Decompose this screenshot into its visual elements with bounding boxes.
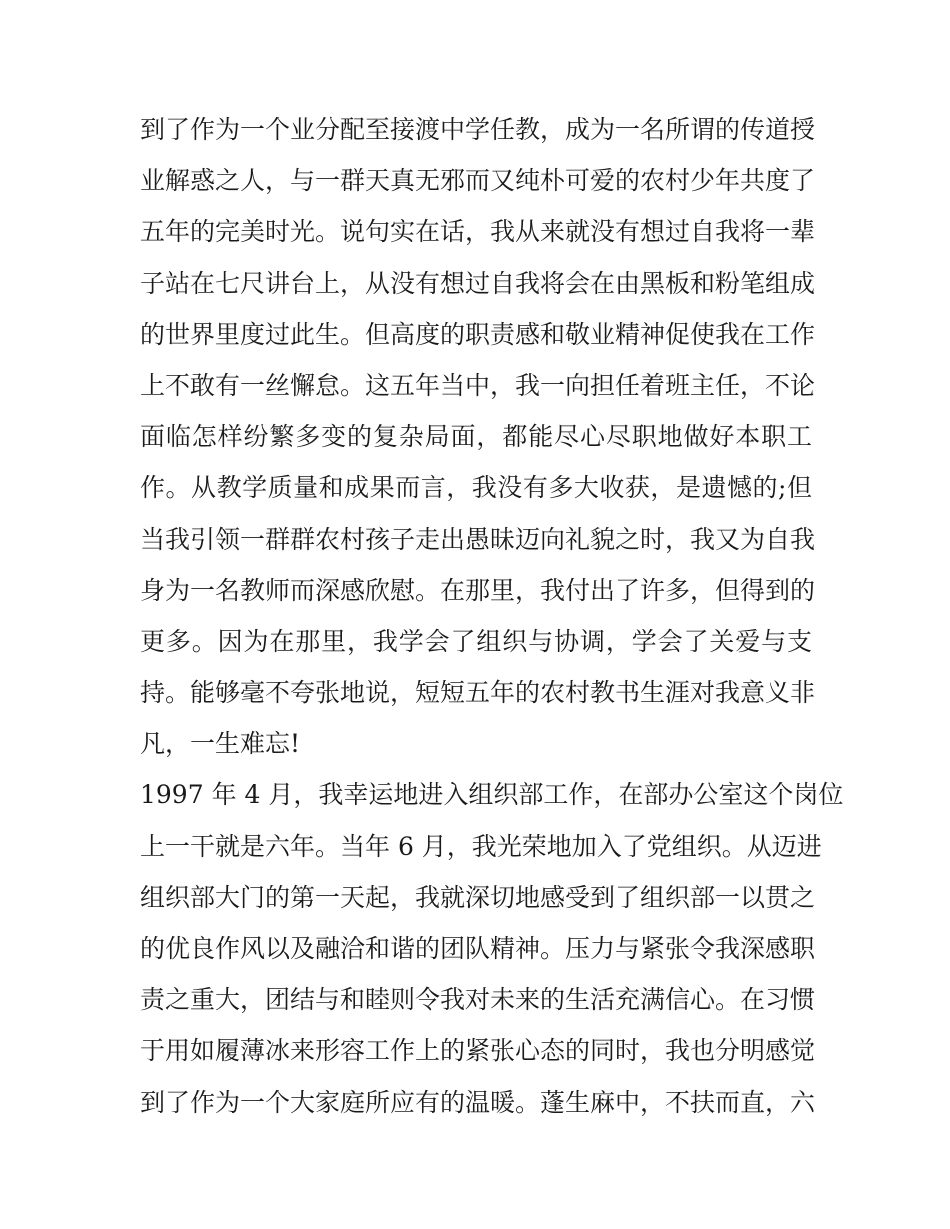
text-line: 到了作为一个业分配至接渡中学任教，成为一名所谓的传道授: [140, 115, 816, 144]
text-line: 作。从教学质量和成果而言，我没有多大收获，是遗憾的;但: [140, 473, 812, 503]
text-line: 持。能够毫不夸张地说，短短五年的农村教书生涯对我意义非: [140, 678, 816, 708]
text-line: 身为一名教师而深感欣慰。在那里，我付出了许多，但得到的: [140, 575, 816, 605]
text-line: 的世界里度过此生。但高度的职责感和敬业精神促使我在工作: [140, 319, 816, 349]
body-text: [140, 104, 844, 1128]
text-line: 上一干就是六年。当年 6 月，我光荣地加入了党组织。从迈进: [140, 831, 822, 861]
text-line: 组织部大门的第一天起，我就深切地感受到了组织部一以贯之: [140, 882, 816, 912]
text-line: 业解惑之人，与一群天真无邪而又纯朴可爱的农村少年共度了: [140, 166, 816, 196]
text-line: 子站在七尺讲台上，从没有想过自我将会在由黑板和粉笔组成: [140, 268, 816, 298]
text-line: 于用如履薄冰来形容工作上的紧张心态的同时，我也分明感觉: [140, 1036, 816, 1066]
text-line: 更多。因为在那里，我学会了组织与协调，学会了关爱与支: [140, 626, 812, 656]
text-line: 的优良作风以及融洽和谐的团队精神。压力与紧张令我深感职: [140, 934, 816, 963]
text-line: 面临怎样纷繁多变的复杂局面，都能尽心尽职地做好本职工: [140, 422, 812, 452]
paragraph-end-line: 凡，一生难忘!: [140, 729, 301, 759]
text-line: 到了作为一个大家庭所应有的温暖。蓬生麻中，不扶而直，六: [140, 1087, 816, 1117]
text-line: 上不敢有一丝懈怠。这五年当中，我一向担任着班主任，不论: [140, 370, 816, 400]
text-line: 责之重大，团结与和睦则令我对未来的生活充满信心。在习惯: [140, 985, 816, 1015]
text-line: 五年的完美时光。说句实在话，我从来就没有想过自我将一辈: [140, 217, 816, 247]
text-line: 1997 年 4 月，我幸运地进入组织部工作，在部办公室这个岗位: [140, 780, 844, 810]
text-line: 当我引领一群群农村孩子走出愚昧迈向礼貌之时，我又为自我: [140, 524, 816, 554]
